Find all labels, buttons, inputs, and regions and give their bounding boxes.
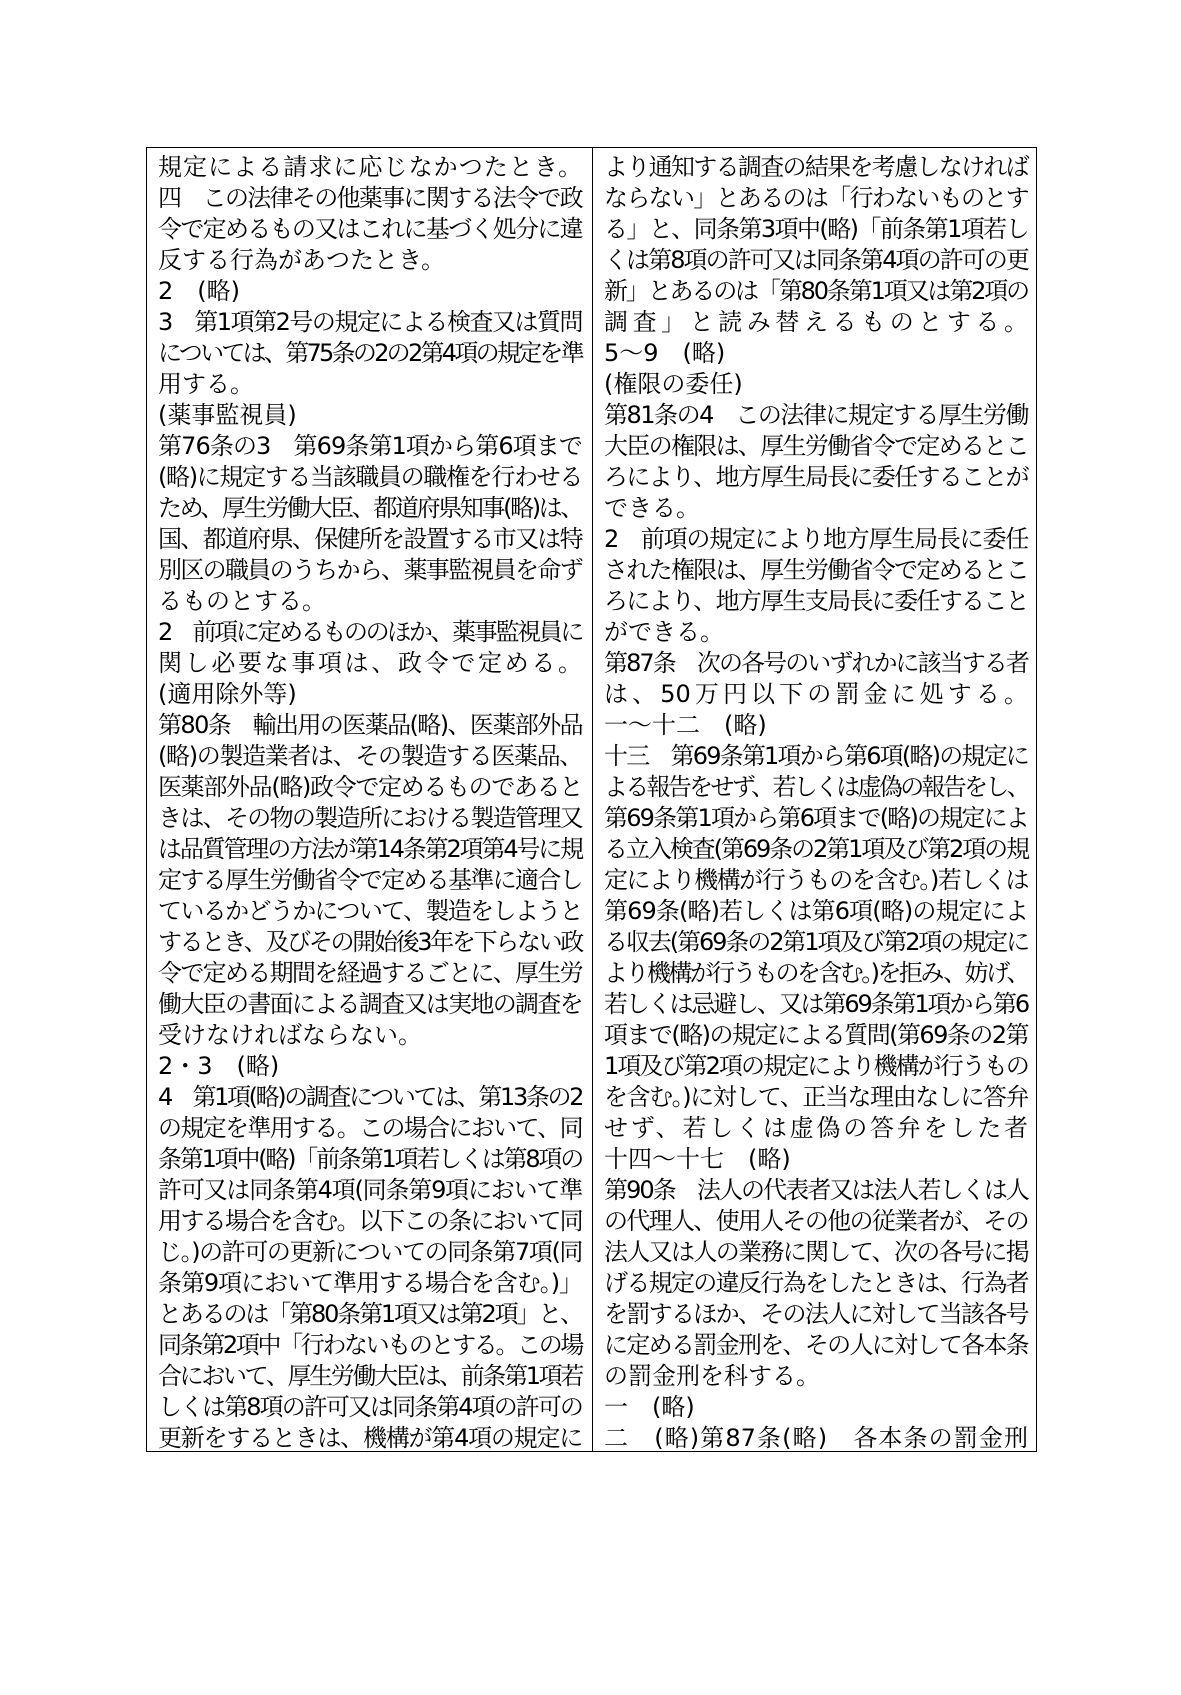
text-line: とあるのは「第80条第1項又は第2項」と、 — [158, 1300, 582, 1328]
text-line: 調査」と読み替えるものとする。 — [604, 308, 1028, 336]
text-line: された権限は、厚生労働省令で定めるとこ — [604, 556, 1028, 584]
text-line: る収去(第69条の2第1項及び第2項の規定に — [604, 928, 1028, 956]
text-line: 合において、厚生労働大臣は、前条第1項若 — [158, 1362, 582, 1390]
text-line: 4 第1項(略)の調査については、第13条の2 — [158, 1083, 582, 1111]
text-line: するとき、及びその開始後3年を下らない政 — [158, 928, 582, 956]
text-line: の代理人、使用人その他の従業者が、その — [604, 1207, 1028, 1235]
text-line: 十三 第69条第1項から第6項(略)の規定に — [604, 742, 1028, 770]
text-line: より通知する調査の結果を考慮しなければ — [604, 153, 1028, 181]
text-line: 医薬部外品(略)政令で定めるものであると — [158, 773, 582, 801]
text-line: に定める罰金刑を、その人に対して各本条 — [604, 1331, 1028, 1359]
text-line: 第81条の4 この法律に規定する厚生労働 — [604, 401, 1028, 429]
text-line: 関し必要な事項は、政令で定める。 — [158, 649, 582, 677]
text-line: 法人又は人の業務に関して、次の各号に掲 — [604, 1238, 1028, 1266]
text-line: 反する行為があつたとき。 — [158, 246, 446, 274]
text-line: 第80条 輸出用の医薬品(略)、医薬部外品 — [158, 711, 582, 739]
text-line: 定により機構が行うものを含む。)若しくは — [604, 866, 1028, 894]
text-line: 規定による請求に応じなかつたとき。 — [158, 153, 582, 181]
text-line: 国、都道府県、保健所を設置する市又は特 — [158, 525, 582, 553]
text-line: は品質管理の方法が第14条第2項第4号に規 — [158, 835, 582, 863]
text-line: できる。 — [604, 494, 700, 522]
text-line: 2 (略) — [158, 277, 240, 305]
text-line: 別区の職員のうちから、薬事監視員を命ず — [158, 556, 582, 584]
text-line: じ。)の許可の更新についての同条第7項(同 — [158, 1238, 582, 1266]
text-line: 受けなければならない。 — [158, 1021, 422, 1049]
text-line: については、第75条の2の2第4項の規定を準 — [158, 339, 582, 367]
right-column — [593, 148, 1038, 1451]
text-line: 一～十二 (略) — [604, 711, 767, 739]
text-line: (適用除外等) — [158, 680, 297, 708]
left-column — [147, 148, 593, 1451]
text-line: 一 (略) — [604, 1393, 695, 1421]
text-line: 1項及び第2項の規定により機構が行うもの — [604, 1052, 1028, 1080]
text-line: 許可又は同条第4項(同条第9項において準 — [158, 1176, 582, 1204]
text-line: る」と、同条第3項中(略)「前条第1項若し — [604, 215, 1028, 243]
text-line: 若しくは忌避し、又は第69条第1項から第6 — [604, 990, 1028, 1018]
text-line: 5～9 (略) — [604, 339, 726, 367]
text-line: ろにより、地方厚生局長に委任することが — [604, 463, 1028, 491]
text-line: ため、厚生労働大臣、都道府県知事(略)は、 — [158, 494, 582, 522]
text-line: る立入検査(第69条の2第1項及び第2項の規 — [604, 835, 1028, 863]
text-line: ができる。 — [604, 618, 724, 646]
text-line: 大臣の権限は、厚生労働省令で定めるとこ — [604, 432, 1028, 460]
text-line: の規定を準用する。この場合において、同 — [158, 1114, 582, 1142]
text-line: 2 前項の規定により地方厚生局長に委任 — [604, 525, 1028, 553]
text-line: 新」とあるのは「第80条第1項又は第2項の — [604, 277, 1028, 305]
text-line: 条第1項中(略)「前条第1項若しくは第8項の — [158, 1145, 582, 1173]
text-line: (略)の製造業者は、その製造する医薬品、 — [158, 742, 582, 770]
text-line: 二 (略)第87条(略) 各本条の罰金刑 — [604, 1424, 1028, 1452]
text-line: きは、その物の製造所における製造管理又 — [158, 804, 582, 832]
text-line: ろにより、地方厚生支局長に委任すること — [604, 587, 1028, 615]
text-line: 令で定める期間を経過するごとに、厚生労 — [158, 959, 582, 987]
text-line: げる規定の違反行為をしたときは、行為者 — [604, 1269, 1028, 1297]
text-line: しくは第8項の許可又は同条第4項の許可の — [158, 1393, 582, 1421]
text-line: の罰金刑を科する。 — [604, 1362, 820, 1390]
text-line: くは第8項の許可又は同条第4項の許可の更 — [604, 246, 1028, 274]
text-line: 定する厚生労働省令で定める基準に適合し — [158, 866, 582, 894]
text-line: ならない」とあるのは「行わないものとす — [604, 184, 1028, 212]
text-line: 第87条 次の各号のいずれかに該当する者 — [604, 649, 1028, 677]
comparison-table — [146, 147, 1037, 1452]
text-line: は、50万円以下の罰金に処する。 — [604, 680, 1028, 708]
text-line: 項まで(略)の規定による質問(第69条の2第 — [604, 1021, 1028, 1049]
text-line: よる報告をせず、若しくは虚偽の報告をし、 — [604, 773, 1028, 801]
text-line: 四 この法律その他薬事に関する法令で政 — [158, 184, 582, 212]
text-line: より機構が行うものを含む。)を拒み、妨げ、 — [604, 959, 1028, 987]
text-line: 第69条第1項から第6項まで(略)の規定によ — [604, 804, 1028, 832]
text-line: 用する場合を含む。以下この条において同 — [158, 1207, 582, 1235]
text-line: (薬事監視員) — [158, 401, 297, 429]
text-line: (略)に規定する当該職員の職権を行わせる — [158, 463, 582, 491]
text-line: 同条第2項中「行わないものとする。この場 — [158, 1331, 582, 1359]
text-line: 第76条の3 第69条第1項から第6項まで — [158, 432, 582, 460]
text-line: せず、若しくは虚偽の答弁をした者 — [604, 1114, 1028, 1142]
text-line: 用する。 — [158, 370, 254, 398]
text-line: 2・3 (略) — [158, 1052, 280, 1080]
text-line: 第69条(略)若しくは第6項(略)の規定によ — [604, 897, 1028, 925]
text-line: 更新をするときは、機構が第4項の規定に — [158, 1424, 582, 1452]
text-line: 第90条 法人の代表者又は法人若しくは人 — [604, 1176, 1028, 1204]
text-line: 令で定めるもの又はこれに基づく処分に違 — [158, 215, 582, 243]
text-line: るものとする。 — [158, 587, 326, 615]
text-line: を含む。)に対して、正当な理由なしに答弁 — [604, 1083, 1028, 1111]
text-line: 3 第1項第2号の規定による検査又は質問 — [158, 308, 582, 336]
text-line: ているかどうかについて、製造をしようと — [158, 897, 582, 925]
text-line: 2 前項に定めるもののほか、薬事監視員に — [158, 618, 582, 646]
text-line: 十四～十七 (略) — [604, 1145, 791, 1173]
text-line: を罰するほか、その法人に対して当該各号 — [604, 1300, 1028, 1328]
text-line: 働大臣の書面による調査又は実地の調査を — [158, 990, 582, 1018]
text-line: (権限の委任) — [604, 370, 743, 398]
text-line: 条第9項において準用する場合を含む。)」 — [158, 1269, 582, 1297]
